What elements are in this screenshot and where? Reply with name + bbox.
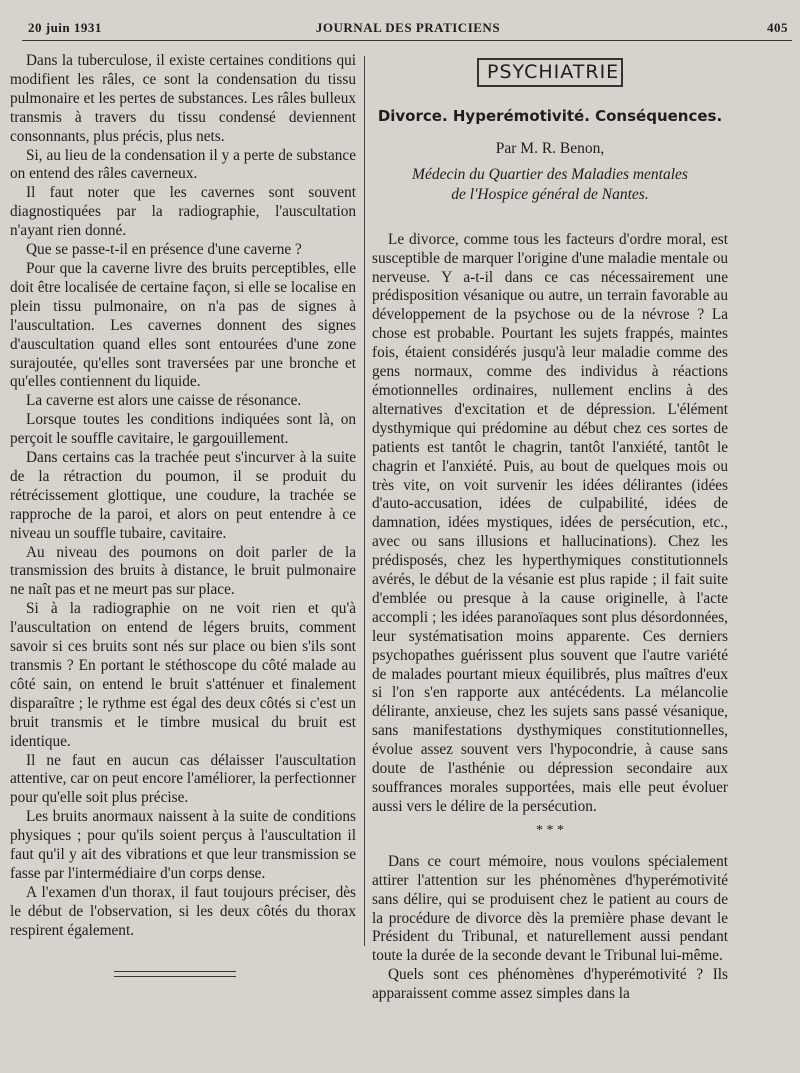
- paragraph: Dans ce court mémoire, nous voulons spécialement attirer l'attention sur les phénomènes d'hyperémotivité sans délire, qui se produisent chez le patient au cours de la procédure de divorce dès la première phase devant le Président du Tribunal, et naturellement aussi pendant toute la durée de la seconde devant le Tribunal lui-même.: [372, 852, 728, 965]
- page-number: 405: [767, 20, 788, 35]
- article-title: Divorce. Hyperémotivité. Conséquences.: [377, 106, 723, 125]
- paragraph: Dans la tuberculose, il existe certaines conditions qui modifient les râles, ce sont la condensation du tissu pulmonaire et les pertes de substances. Les râles bulleux transmis à travers du tissu condensé deviennent consonnants, plus précis, plus nets.: [10, 52, 356, 145]
- author-byline: Par M. R. Benon,: [495, 139, 605, 157]
- section-separator: * * *: [536, 822, 564, 838]
- journal-title: JOURNAL DES PRATICIENS: [315, 20, 501, 35]
- affiliation-line: Médecin du Quartier des Maladies mentales: [412, 165, 688, 183]
- running-header: [28, 14, 788, 38]
- paragraph: Lorsque toutes les conditions indiquées sont là, on perçoit le souffle cavitaire, le gargouillement.: [10, 411, 356, 448]
- issue-date: 20 juin 1931: [28, 20, 102, 35]
- end-rule-bottom: [114, 976, 236, 977]
- paragraph: Si, au lieu de la condensation il y a perte de substance on entend des râles caverneux.: [10, 146, 356, 183]
- paragraph: Dans certains cas la trachée peut s'incurver à la suite de la rétraction du poumon, il se produit du rétrécissement glottique, une coudure, la trachée se rapproche de la paroi, et alors on peut entendre à ce niveau un souffle tubaire, cavitaire.: [10, 449, 356, 542]
- paragraph: Le divorce, comme tous les facteurs d'ordre moral, est susceptible de marquer l'origine d'une maladie mentale ou nerveuse. Y a-t-il dans ce cas nécessairement une prédisposition vésanique ou autre, un terrain favorable au développement de la psychose ou de la névrose ? La chose est probable. Pourtant les sujets frappés, maintes fois, étaient considérés jusqu'à leur maladie comme des gens normaux, comme des individus à réactions émotionnelles ordinaires, nullement enclins à des alternatives d'excitation et de dépression. L'élément dysthymique qui prédomine au début chez ces sortes de patients est tantôt le chagrin, tantôt l'anxiété, tantôt le chagrin et l'anxiété. Puis, au bout de quelques mois ou très vite, on voit survenir les idées délirantes (idées d'auto-accusation, idées de culpabilité, idées de damnation, idées mystiques, idées de persécution, etc., avec ou sans illusions et hallucinations). Chez les prédisposés, chez les hyperthymiques constitutionnels avérés, le début de la vésanie est plus rapide ; il fait suite d'emblée ou presque à la cause originelle, à l'acte accompli ; les idées paranoïaques sont plus désordonnées, leur systématisation moins apparente. Ces derniers psychopathes guérissent plus souvent que l'autre variété de malades pourtant mieux équilibrés, plus maîtres d'eux si l'on s'en rapporte aux antécédents. La mélancolie délirante, anxieuse, chez les sujets sans passé vésanique, sans manifestations dysthymiques constitutionnelles, évolue assez souvent vers l'hypocondrie, à cause sans doute de l'asthénie ou dépression secondaire aux souffrances morales supportées, mais elle peut évoluer aussi vers le délire de la persécution.: [372, 230, 728, 815]
- section-title: PSYCHIATRIE: [477, 58, 623, 87]
- header-rule: [22, 40, 792, 41]
- paragraph: Quels sont ces phénomènes d'hyperémotivité ? Ils apparaissent comme assez simples dans la: [372, 966, 728, 1003]
- paragraph: Il faut noter que les cavernes sont souvent diagnostiquées par la radiographie, l'auscultation n'ayant rien donné.: [10, 184, 356, 240]
- paragraph: Les bruits anormaux naissent à la suite de conditions physiques ; pour qu'ils soient perçus à l'auscultation il faut qu'il y ait des vibrations et que leur transmission se fasse par l'intermédiaire d'un corps dense.: [10, 808, 356, 882]
- paragraph: Il ne faut en aucun cas délaisser l'auscultation attentive, car on peut encore l'améliorer, la perfectionner pour qu'elle soit plus précise.: [10, 751, 356, 807]
- paragraph: Au niveau des poumons on doit parler de la transmission des bruits à distance, le bruit pulmonaire ne naît pas et ne meurt pas sur place.: [10, 543, 356, 599]
- left-column: [10, 52, 356, 941]
- right-column: [372, 58, 728, 1004]
- paragraph: A l'examen d'un thorax, il faut toujours préciser, dès le début de l'observation, si les deux côtés du thorax respirent également.: [10, 883, 356, 939]
- author-affiliation: [372, 165, 728, 205]
- paragraph: Pour que la caverne livre des bruits perceptibles, elle doit être localisée de certaine façon, si elle se localise en plein tissu pulmonaire, on n'a pas de signes à l'auscultation. Les cavernes donnent des signes d'auscultation quand elles sont entourées d'une zone surajoutée, qu'elles sont traversées par une bronche et qu'elles contiennent du liquide.: [10, 259, 356, 391]
- end-rule-top: [114, 971, 236, 972]
- affiliation-line: de l'Hospice général de Nantes.: [451, 185, 649, 203]
- column-divider: [364, 56, 365, 946]
- paragraph: La caverne est alors une caisse de résonance.: [26, 392, 302, 410]
- paragraph: Si à la radiographie on ne voit rien et qu'à l'auscultation on entend de légers bruits, comment savoir si ces bruits sont nés sur place ou bien s'ils sont transmis ? En portant le stéthoscope du côté malade au côté sain, on entend le bruit s'atténuer et finalement disparaître ; le rythme est égal des deux côtés si c'est un bruit transmis et le timbre musical du bruit est identique.: [10, 600, 356, 750]
- paragraph: Que se passe-t-il en présence d'une caverne ?: [26, 241, 302, 259]
